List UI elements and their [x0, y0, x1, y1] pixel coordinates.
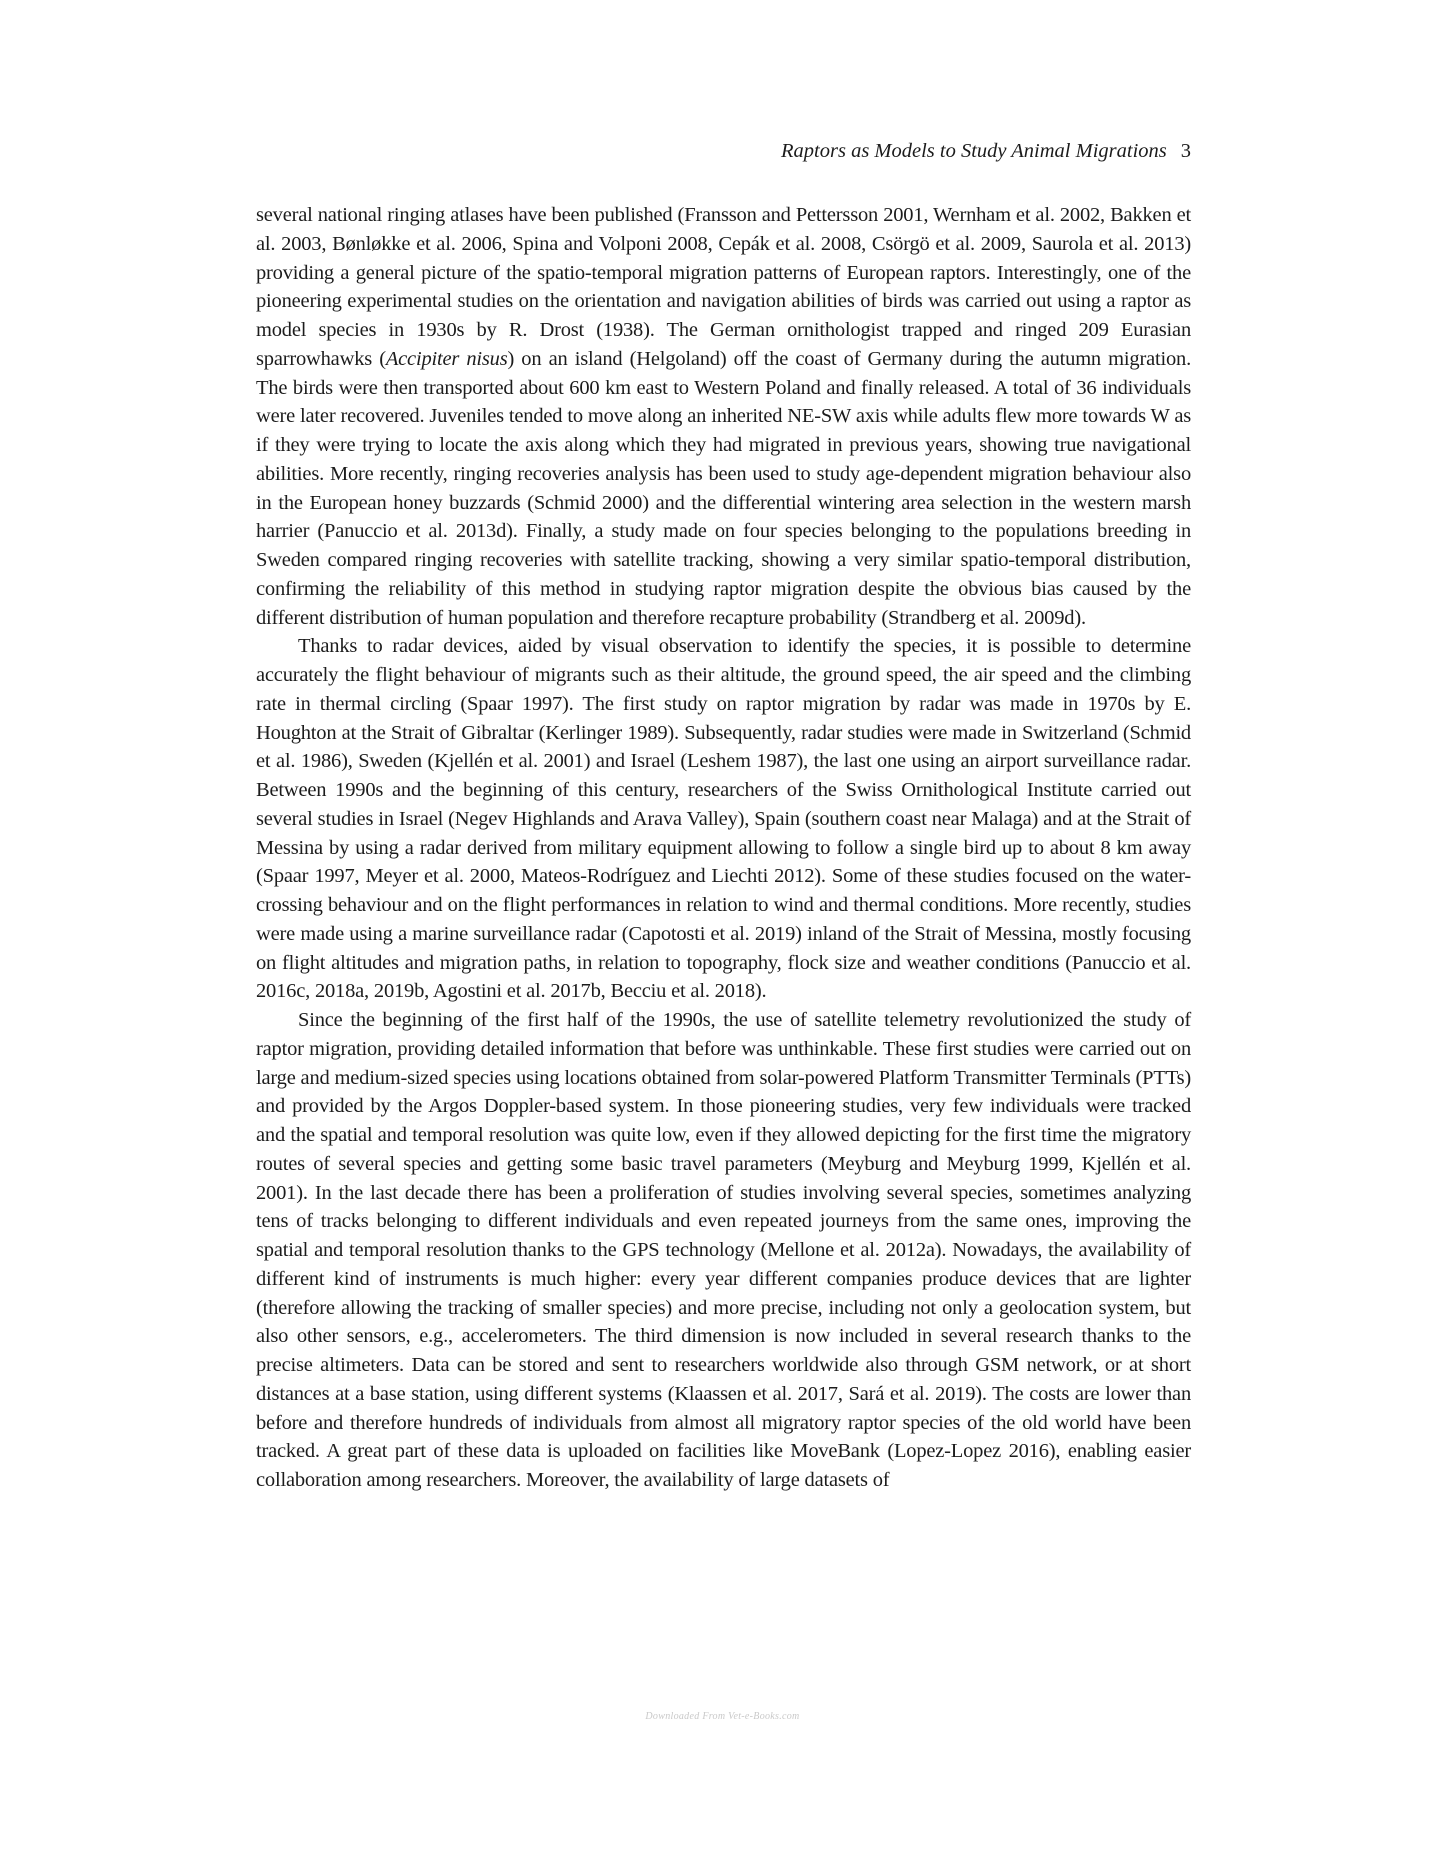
paragraph-ringing — [256, 201, 1191, 632]
download-watermark: Downloaded From Vet-e-Books.com — [645, 1711, 800, 1722]
running-title: Raptors as Models to Study Animal Migrations — [781, 140, 1167, 162]
species-name: Accipiter nisus — [385, 347, 508, 370]
paragraph-satellite-telemetry: Since the beginning of the first half of the 1990s, the use of satellite telemetry revolutionized the study of raptor migration, providing detailed information that before was unthinkable. These first studies were carried out on large and medium-sized species using locations obtained from solar-powered Platform Transmitter Terminals (PTTs) and provided by the Argos Doppler-based system. In those pioneering studies, very few individuals were tracked and the spatial and temporal resolution was quite low, even if they allowed depicting for the first time the migratory routes of several species and getting some basic travel parameters (Meyburg and Meyburg 1999, Kjellén et al. 2001). In the last decade there has been a proliferation of studies involving several species, sometimes analyzing tens of tracks belonging to different individuals and even repeated journeys from the same ones, improving the spatial and temporal resolution thanks to the GPS technology (Mellone et al. 2012a). Nowadays, the availability of different kind of instruments is much higher: every year different companies produce devices that are lighter (therefore allowing the tracking of smaller species) and more precise, including not only a geolocation system, but also other sensors, e.g., accelerometers. The third dimension is now included in several research thanks to the precise altimeters. Data can be stored and sent to researchers worldwide also through GSM network, or at short distances at a base station, using different systems (Klaassen et al. 2017, Sará et al. 2019). The costs are lower than before and therefore hundreds of individuals from almost all migratory raptor species of the old world have been tracked. A great part of these data is uploaded on facilities like MoveBank (Lopez-Lopez 2016), enabling easier collaboration among researchers. Moreover, the availability of large datasets of — [256, 1009, 1191, 1491]
body-text — [256, 201, 1191, 1495]
paragraph-text: ) on an island (Helgoland) off the coast of Germany during the autumn migration. The birds were then transported about 600 km east to Western Poland and finally released. A total of 36 individuals were later recovered. Juveniles tended to move along an inherited NE-SW axis while adults flew more towards W as if they were trying to locate the axis along which they had migrated in previous years, showing true navigational abilities. More recently, ringing recoveries analysis has been used to study age-dependent migration behaviour also in the European honey buzzards (Schmid 2000) and the differential wintering area selection in the western marsh harrier (Panuccio et al. 2013d). Finally, a study made on four species belonging to the populations breeding in Sweden compared ringing recoveries with satellite tracking, showing a very similar spatio-temporal distribution, confirming the reliability of this method in studying raptor migration despite the obvious bias caused by the different distribution of human population and therefore recapture probability (Strandberg et al. 2009d). — [256, 347, 1191, 629]
running-head — [256, 137, 1191, 165]
paragraph-radar: Thanks to radar devices, aided by visual observation to identify the species, it is possible to determine accurately the flight behaviour of migrants such as their altitude, the ground speed, the air speed and the climbing rate in thermal circling (Spaar 1997). The first study on raptor migration by radar was made in 1970s by E. Houghton at the Strait of Gibraltar (Kerlinger 1989). Subsequently, radar studies were made in Switzerland (Schmid et al. 1986), Sweden (Kjellén et al. 2001) and Israel (Leshem 1987), the last one using an airport surveillance radar. Between 1990s and the beginning of this century, researchers of the Swiss Ornithological Institute carried out several studies in Israel (Negev Highlands and Arava Valley), Spain (southern coast near Malaga) and at the Strait of Messina by using a radar derived from military equipment allowing to follow a single bird up to about 8 km away (Spaar 1997, Meyer et al. 2000, Mateos-Rodríguez and Liechti 2012). Some of these studies focused on the water-crossing behaviour and on the flight performances in relation to wind and thermal conditions. More recently, studies were made using a marine surveillance radar (Capotosti et al. 2019) inland of the Strait of Messina, mostly focusing on flight altitudes and migration paths, in relation to topography, flock size and weather conditions (Panuccio et al. 2016c, 2018a, 2019b, Agostini et al. 2017b, Becciu et al. 2018). — [256, 635, 1191, 1003]
paragraph-text: several national ringing atlases have been published (Fransson and Pettersson 2001, Wernham et al. 2002, Bakken et al. 2003, Bønløkke et al. 2006, Spina and Volponi 2008, Cepák et al. 2008, Csörgö et al. 2009, Saurola et al. 2013) providing a general picture of the spatio-temporal migration patterns of European raptors. Interestingly, one of the pioneering experimental studies on the orientation and navigation abilities of birds was carried out using a raptor as model species in 1930s by R. Drost (1938). The German ornithologist trapped and ringed 209 Eurasian sparrowhawks ( — [256, 204, 1191, 370]
page-number: 3 — [1180, 140, 1191, 162]
